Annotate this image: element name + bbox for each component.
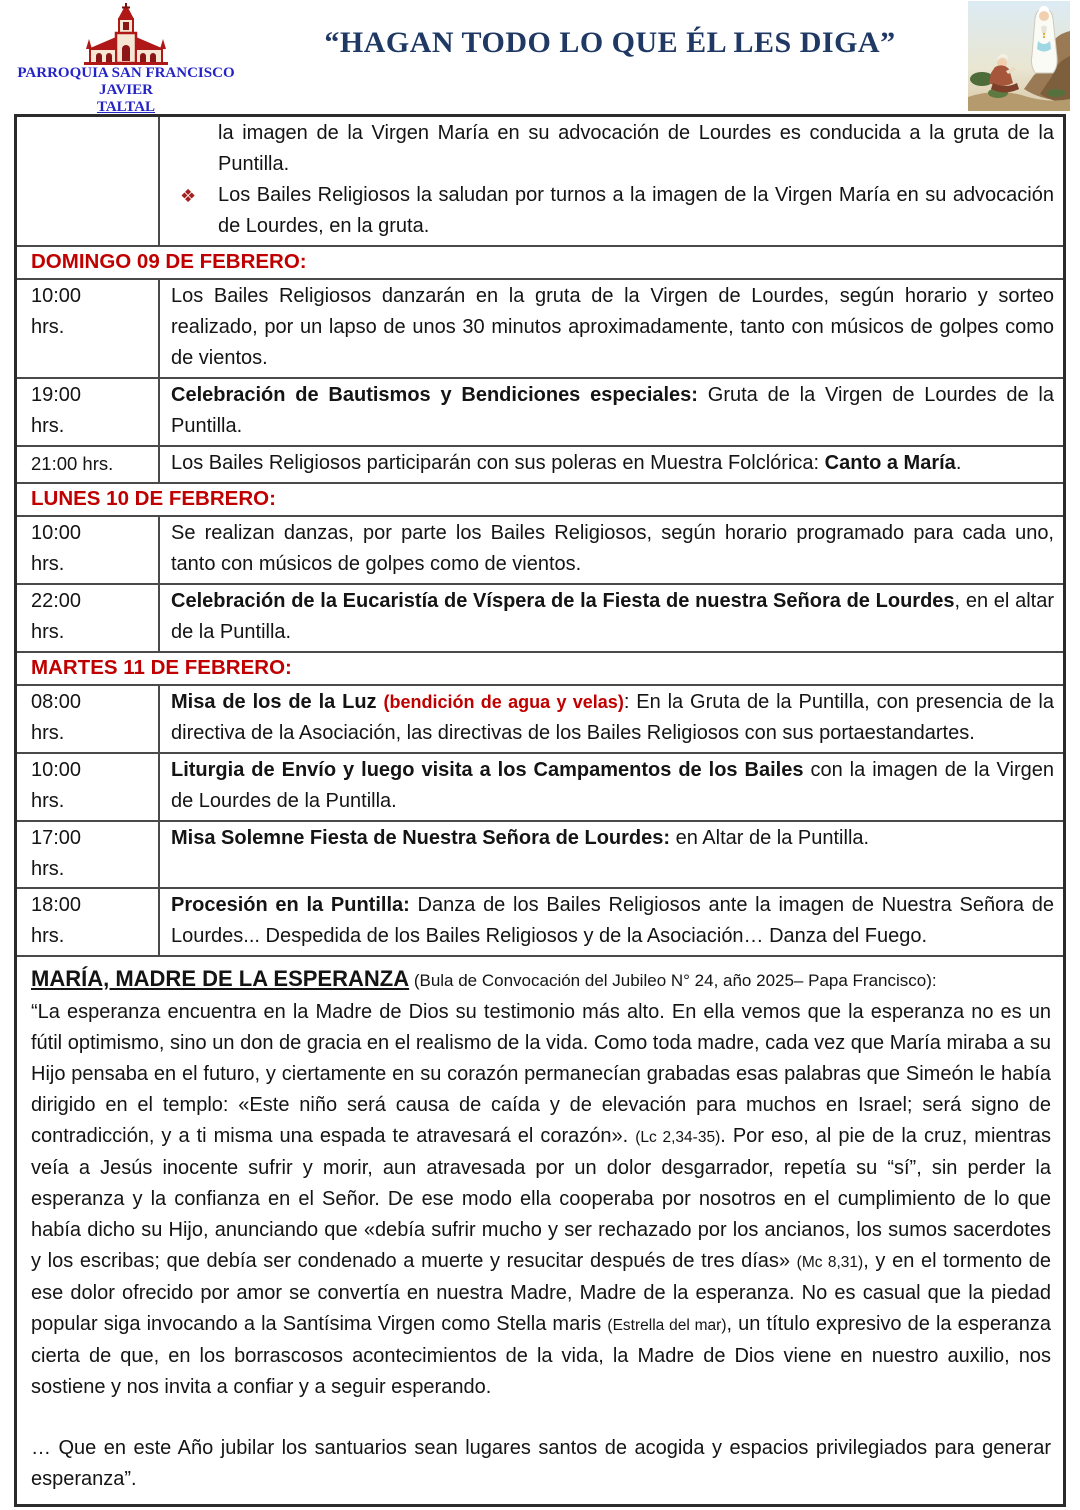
text-segment: Misa de los de la Luz xyxy=(171,691,384,713)
time-text: hrs. xyxy=(31,621,65,643)
time-cell xyxy=(17,447,160,482)
diamond-bullet-icon: ❖ xyxy=(180,186,197,206)
text-segment: Celebración de la Eucaristía de Víspera de la Fiesta de nuestra Señora de Lourdes xyxy=(171,590,955,612)
schedule-row xyxy=(17,887,1063,955)
schedule-row xyxy=(17,445,1063,482)
text-segment: (Lc 2,34-35) xyxy=(635,1129,721,1146)
event-description xyxy=(160,686,1063,752)
event-description xyxy=(160,379,1063,445)
text-segment: , y en el tormento de ese dolor ofrecido por amor se convertía en nuestra Madre, Madre de la esperanza. No es casual que la piedad popular siga invocando a la Santísima Virgen como Stella maris xyxy=(31,1250,1051,1335)
article-heading-line xyxy=(31,963,1051,996)
time-text: 17:00 xyxy=(31,827,82,849)
text-segment: Celebración de Bautismos y Bendiciones especiales: xyxy=(171,384,698,406)
event-description xyxy=(160,280,1063,377)
bulletin-box xyxy=(14,114,1066,1507)
day-header-label: MARTES 11 DE FEBRERO: xyxy=(31,656,292,679)
day-header-row xyxy=(17,245,1063,278)
time-text: 08:00 xyxy=(31,691,82,713)
text-segment: … Que en este Año jubilar los santuarios sean lugares santos de acogida y espacios privilegiados para generar esperanza”. xyxy=(31,1437,1051,1490)
text-segment: : En la Gruta de la Puntilla, con presencia de la directiva de la Asociación, las directivas de los Bailes Religiosos con sus portaestandartes. xyxy=(171,691,1054,744)
time-cell xyxy=(17,822,160,887)
schedule-row xyxy=(17,752,1063,820)
time-text: hrs. xyxy=(31,722,65,744)
schedule-table xyxy=(17,117,1063,955)
time-cell xyxy=(17,686,160,752)
text-segment: (bendición de agua y velas) xyxy=(383,692,624,712)
text-segment: en Altar de la Puntilla. xyxy=(670,827,870,849)
text-segment: Misa Solemne Fiesta de Nuestra Señora de Lourdes: xyxy=(171,827,671,849)
time-text: hrs. xyxy=(31,790,65,812)
text-segment: , en el altar de la Puntilla. xyxy=(171,590,1054,643)
schedule-row xyxy=(17,278,1063,377)
time-text: 10:00 xyxy=(31,285,82,307)
text-segment: Se realizan danzas, por parte los Bailes Religiosos, según horario programado para cada uno, tanto con músicos de golpes como de vientos. xyxy=(171,522,1054,575)
text-segment: la imagen de la Virgen María en su advocación de Lourdes es conducida a la gruta de la Puntilla. xyxy=(218,122,1054,175)
list-item xyxy=(171,180,1054,242)
article-heading-note: (Bula de Convocación del Jubileo N° 24, año 2025– Papa Francisco): xyxy=(409,971,937,990)
schedule-row xyxy=(17,684,1063,752)
church-icon xyxy=(76,3,176,65)
time-cell xyxy=(17,117,160,245)
event-description xyxy=(160,117,1063,245)
day-header-row xyxy=(17,651,1063,684)
parish-city: TALTAL xyxy=(96,99,156,115)
time-text: hrs. xyxy=(31,553,65,575)
event-description xyxy=(160,517,1063,583)
schedule-row xyxy=(17,515,1063,583)
time-text: 10:00 xyxy=(31,759,82,781)
page-header xyxy=(0,0,1080,114)
time-text: hrs. xyxy=(31,858,65,880)
parish-logo-block xyxy=(0,0,252,116)
text-segment: Liturgia de Envío y luego visita a los Campamentos de los Bailes xyxy=(171,759,804,781)
time-text: 22:00 xyxy=(31,590,82,612)
text-segment: Los Bailes Religiosos danzarán en la gruta de la Virgen de Lourdes, según horario y sorteo realizado, por un lapso de unos 30 minutos aproximadamente, tanto con músicos de golpes como de vientos. xyxy=(171,285,1054,369)
page-title: “HAGAN TODO LO QUE ÉL LES DIGA” xyxy=(324,26,896,59)
day-header-label: LUNES 10 DE FEBRERO: xyxy=(31,487,276,510)
time-text: 10:00 xyxy=(31,522,82,544)
time-cell xyxy=(17,754,160,820)
text-segment: Procesión en la Puntilla: xyxy=(171,894,410,916)
schedule-row xyxy=(17,820,1063,887)
text-segment: Gruta de la Virgen de Lourdes de la Puntilla. xyxy=(171,384,1054,437)
event-description xyxy=(160,585,1063,651)
time-text: hrs. xyxy=(31,316,65,338)
event-description xyxy=(160,754,1063,820)
event-description xyxy=(160,447,1063,482)
schedule-row xyxy=(17,377,1063,445)
event-description xyxy=(160,822,1063,887)
text-segment: (Estrella del mar) xyxy=(607,1317,727,1334)
text-segment: Canto a María xyxy=(824,452,956,474)
time-cell xyxy=(17,889,160,955)
time-text: 21:00 hrs. xyxy=(31,453,114,474)
time-cell xyxy=(17,517,160,583)
article-section xyxy=(17,955,1063,1504)
virgin-of-lourdes-image xyxy=(968,1,1070,111)
parish-name: PARROQUIA SAN FRANCISCO JAVIER xyxy=(17,65,235,98)
schedule-row xyxy=(17,117,1063,245)
text-segment: con la imagen de la Virgen de Lourdes de la Puntilla. xyxy=(171,759,1055,812)
list-item xyxy=(171,118,1054,180)
text-segment: , un título expresivo de la esperanza cierta de que, en los borrascosos acontecimientos de la vida, la Madre de Dios viene en nuestro auxilio, nos sostiene y nos invita a confiar y a seguir esperando. xyxy=(31,1313,1052,1398)
text-segment: . xyxy=(955,452,962,474)
text-segment: Los Bailes Religiosos la saludan por turnos a la imagen de la Virgen María en su advocación de Lourdes, en la gruta. xyxy=(218,184,1054,237)
text-segment: “La esperanza encuentra en la Madre de Dios su testimonio más alto. En ella vemos que la esperanza no es un fútil optimismo, sino un don de gracia en el realismo de la vida. Como toda madre, cada vez que María miraba a su Hijo pensaba en el futuro, y ciertamente en su corazón permanecían grabadas esas palabras que Simeón le había dirigido en el templo: «Este niño será causa de caída y de elevación para muchos en Israel; será signo de contradicción, y a ti misma una espada te atravesará el corazón». xyxy=(31,1001,1051,1147)
time-cell xyxy=(17,379,160,445)
text-segment: . Por eso, al pie de la cruz, mientras veía a Jesús inocente sufrir y morir, aun atravesada por un dolor desgarrador, repetía su “sí”, sin perder la esperanza y la confianza en el Señor. De ese modo ella cooperaba por nosotros en el cumplimiento de lo que había dicho su Hijo, anunciando que «debía sufrir mucho y ser rechazado por los ancianos, los sumos sacerdotes y los escribas; que debía ser condenado a muerte y resucitar después de tres días» xyxy=(31,1125,1051,1272)
text-segment: Los Bailes Religiosos participarán con sus poleras en Muestra Folclórica: xyxy=(171,452,825,474)
day-header-row xyxy=(17,482,1063,515)
text-segment: Danza de los Bailes Religiosos ante la imagen de Nuestra Señora de Lourdes... Despedida de los Bailes Religiosos y de la Asociación… Danza del Fuego. xyxy=(171,894,1054,947)
article-paragraph xyxy=(31,997,1051,1403)
time-cell xyxy=(17,585,160,651)
time-text: 18:00 xyxy=(31,894,82,916)
time-text: 19:00 xyxy=(31,384,82,406)
schedule-row xyxy=(17,583,1063,651)
article-paragraphs xyxy=(31,997,1051,1495)
time-text: hrs. xyxy=(31,925,65,947)
article-paragraph xyxy=(31,1433,1051,1495)
article-heading: MARÍA, MADRE DE LA ESPERANZA xyxy=(31,966,410,991)
event-description xyxy=(160,889,1063,955)
time-text: hrs. xyxy=(31,415,65,437)
day-header-label: DOMINGO 09 DE FEBRERO: xyxy=(31,250,307,273)
time-cell xyxy=(17,280,160,377)
text-segment: (Mc 8,31) xyxy=(796,1254,864,1271)
